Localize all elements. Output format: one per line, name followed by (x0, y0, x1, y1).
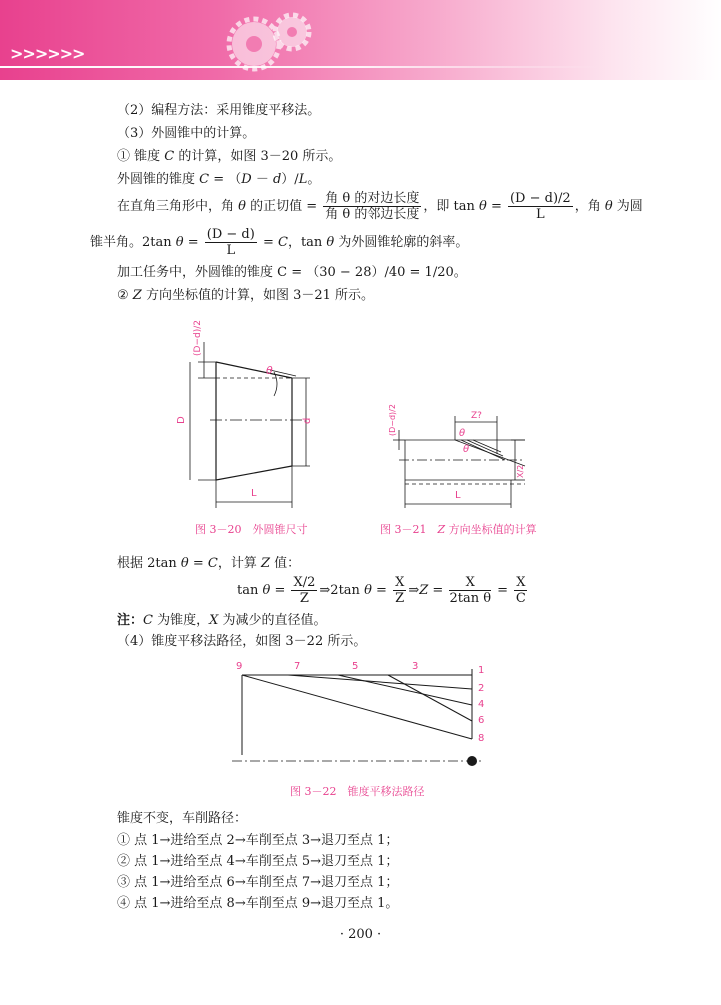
page-number: · 200 · (339, 927, 382, 942)
line-task-taper: 加工任务中，外圆锥的锥度 C = （30 − 28）/40 = 1/20。 (117, 265, 467, 280)
caption-figure-3-21: 图 3－21 Z 方向坐标值的计算 (380, 523, 537, 536)
gear-icon (214, 6, 324, 76)
point-label-5: 5 (352, 661, 359, 672)
line-according: 根据 2tan θ = C，计算 Z 值： (117, 556, 301, 571)
path-step-4: ④ 点 1→进给至点 8→车削至点 9→退刀至点 1。 (117, 896, 399, 911)
fig21-label-theta-1: θ (459, 428, 466, 439)
path-step-1: ① 点 1→进给至点 2→车削至点 3→退刀至点 1； (117, 833, 399, 848)
path-step-2: ② 点 1→进给至点 4→车削至点 5→退刀至点 1； (117, 854, 399, 869)
line-taper-path: （4）锥度平移法路径，如图 3－22 所示。 (117, 634, 367, 649)
line-tangent-definition: 在直角三角形中，角 θ 的正切值 = $\frac{\text{角 θ 的对边长度}}{\text{角 θ 的邻边长度}}$ ，即 tan θ = $\frac{(D - d)/2}{L}$ ，角 θ 为圆 (117, 191, 643, 222)
line-taper-calc: ① 锥度 C 的计算，如图 3－20 所示。 (117, 149, 342, 164)
fig21-label-x2: X/2 (516, 464, 525, 478)
fraction-diff-l: $\frac{(D - d)}{L}$ (206, 227, 255, 258)
line-outer-cone-calc: （3）外圆锥中的计算。 (117, 126, 256, 141)
figure-3-22 (232, 661, 484, 766)
equation-z: tan θ = $\frac{X/2}{Z}$ ⇒2tan θ = $\frac{X}{Z}$ ⇒Z = $\frac{X}{\text{2tan θ}}$ = $\frac{X}{C}$ (237, 575, 526, 606)
line-taper-formula: 外圆锥的锥度 C = （D － d）/L。 (117, 172, 321, 187)
fig21-label-L: L (455, 490, 461, 501)
point-label-4: 4 (478, 699, 485, 710)
fraction-half-diff: $\frac{(D - d)/2}{L}$ (509, 191, 571, 222)
path-step-3: ③ 点 1→进给至点 6→车削至点 7→退刀至点 1； (117, 875, 399, 890)
fig20-label-theta: θ (266, 364, 273, 377)
fig20-label-D: D (176, 416, 187, 424)
point-label-3: 3 (412, 661, 419, 672)
point-label-8: 8 (478, 733, 485, 744)
point-label-1: 1 (478, 665, 485, 676)
point-label-9: 9 (236, 661, 243, 672)
fig21-label-theta-2: θ (463, 444, 470, 455)
fig21-label-z: Z? (471, 411, 482, 421)
fig20-label-dd2: (D−d)/2 (193, 320, 203, 356)
point-label-2: 2 (478, 683, 485, 694)
line-programming-method: （2）编程方法：采用锥度平移法。 (117, 103, 321, 118)
figure-3-21 (388, 404, 525, 508)
figure-3-20 (170, 312, 340, 512)
caption-figure-3-22: 图 3－22 锥度平移法路径 (290, 785, 425, 798)
point-label-7: 7 (294, 661, 301, 672)
header-banner (0, 0, 721, 80)
fig21-label-dd2: (D−d)/2 (388, 404, 397, 436)
fraction-opposite-adjacent: $\frac{\text{角 θ 的对边长度}}{\text{角 θ 的邻边长度}}$ (325, 191, 420, 222)
chevrons-icon: >>>>>> (10, 44, 85, 63)
fig20-label-L: L (251, 488, 257, 499)
note: 注：C 为锥度，X 为减少的直径值。 (117, 613, 327, 628)
fig20-label-d: d (302, 417, 313, 424)
origin-marker (467, 756, 477, 766)
caption-figure-3-20: 图 3－20 外圆锥尺寸 (195, 523, 308, 536)
line-cutting-path: 锥度不变，车削路径： (117, 811, 248, 826)
line-half-angle: 锥半角。2tan θ = $\frac{(D - d)}{L}$ = C，tan θ 为外圆锥轮廓的斜率。 (90, 227, 469, 258)
point-label-6: 6 (478, 715, 485, 726)
line-z-calc: ② Z 方向坐标值的计算，如图 3－21 所示。 (117, 288, 375, 303)
